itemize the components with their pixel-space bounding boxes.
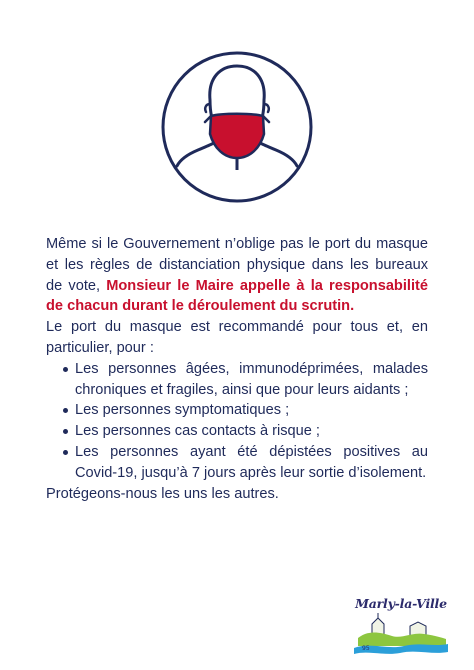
recommendation-text: Le port du masque est recommandé pour tous et, en particulier, pour : [46, 319, 428, 356]
logo-text: Marly-la-Ville [355, 596, 447, 611]
bullet-list [46, 359, 428, 484]
closing-text: Protégeons-nous les uns les autres. [46, 485, 279, 502]
list-item: Les personnes ayant été dépistées positives au Covid-19, jusqu’à 7 jours après leur sortie d’isolement. [63, 442, 428, 484]
intro-paragraph [46, 234, 428, 317]
list-item: Les personnes symptomatiques ; [63, 400, 428, 421]
logo-number: 95 [362, 645, 370, 652]
intro-plain-text: Même si le Gouvernement n’oblige pas le port du masque et les règles de distanciation physique dans les bureaux de vote, [46, 236, 428, 294]
town-logo [354, 592, 448, 656]
list-item: Les personnes cas contacts à risque ; [63, 421, 428, 442]
face-mask-icon [160, 50, 314, 204]
mayor-appeal-text: Monsieur le Maire appelle à la responsabilité de chacun durant le déroulement du scrutin. [46, 277, 428, 315]
list-item: Les personnes âgées, immunodéprimées, malades chroniques et fragiles, ainsi que pour leurs aidants ; [63, 359, 428, 401]
notice-text [46, 234, 428, 504]
